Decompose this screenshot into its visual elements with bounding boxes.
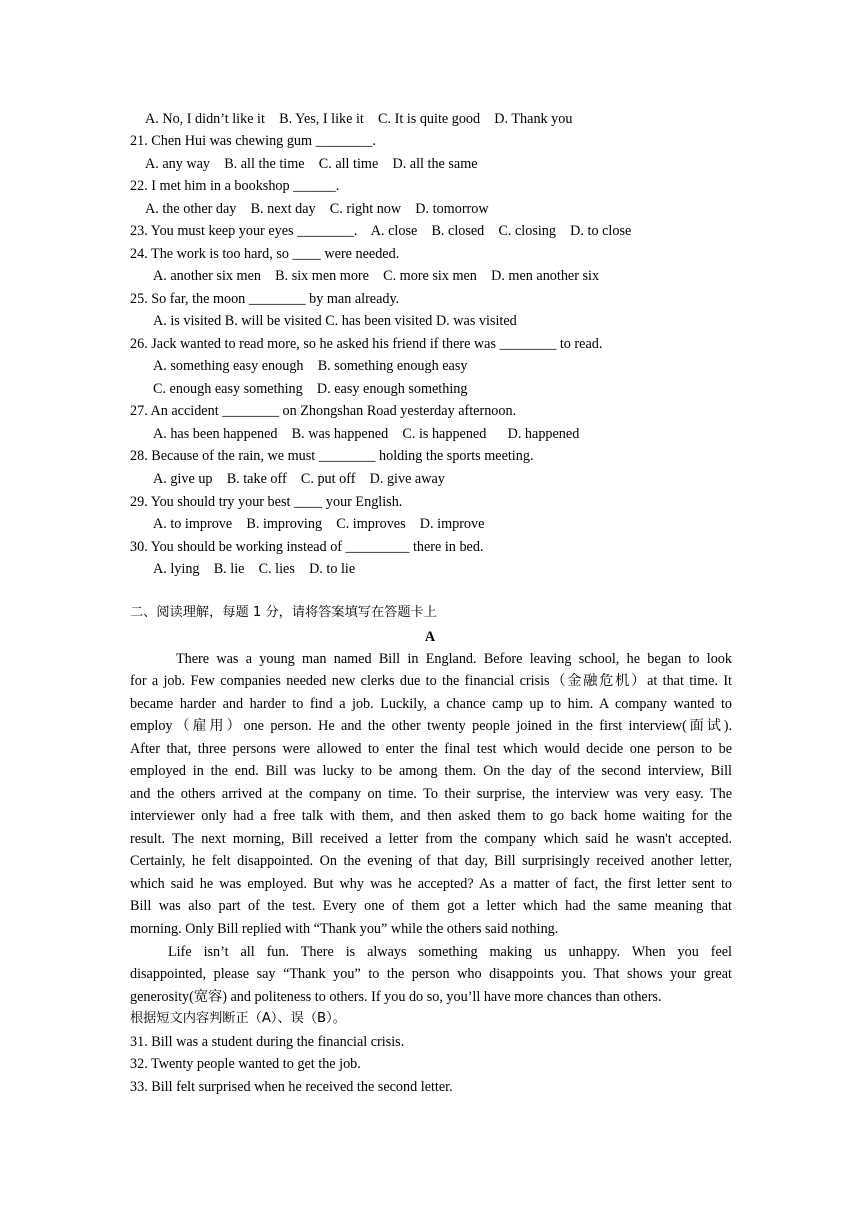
q24-options: A. another six men B. six men more C. more six men D. men another six	[153, 268, 600, 284]
passage-line: There was a young man named Bill in England. Before leaving school, he began to look	[176, 651, 732, 667]
q28-stem: 28. Because of the rain, we must ________ holding the sports meeting.	[130, 448, 534, 464]
passage-line: Certainly, he felt disappointed. On the evening of that day, Bill surprisingly received another letter,	[130, 853, 732, 869]
q26-options-row2: C. enough easy something D. easy enough something	[153, 381, 468, 397]
statement-33: 33. Bill felt surprised when he received the second letter.	[130, 1079, 453, 1095]
q29-options: A. to improve B. improving C. improves D. improve	[153, 516, 485, 532]
passage-line: generosity(宽容) and politeness to others. If you do so, you’ll have more chances than others.	[130, 989, 662, 1005]
passage-line: which said he was employed. But why was he accepted? As a matter of fact, the first letter sent to	[130, 876, 732, 892]
q28-options: A. give up B. take off C. put off D. give away	[153, 471, 445, 487]
q21-options: A. any way B. all the time C. all time D. all the same	[145, 156, 478, 172]
statement-31: 31. Bill was a student during the financial crisis.	[130, 1034, 405, 1050]
passage-line: interviewer only had a free talk with them, and then asked them to go back home waiting for the	[130, 808, 732, 824]
passage-line: After that, three persons were allowed to enter the final test which would decide one person to be	[130, 741, 732, 757]
q30-stem: 30. You should be working instead of _________ there in bed.	[130, 539, 484, 555]
true-false-instruction: 根据短文内容判断正（A）、误（B）。	[130, 1011, 346, 1026]
passage-line: morning. Only Bill replied with “Thank you” while the others said nothing.	[130, 921, 559, 937]
passage-line: result. The next morning, Bill received a letter from the company which said he wasn't accepted.	[130, 831, 732, 847]
passage-title: A	[424, 629, 436, 645]
passage-line: disappointed, please say “Thank you” to the person who disappoints you. That shows your great	[130, 966, 732, 982]
section-heading: 二、阅读理解，每题 1 分，请将答案填写在答题卡上	[130, 605, 437, 620]
q25-stem: 25. So far, the moon ________ by man already.	[130, 291, 400, 307]
passage-line: for a job. Few companies needed new clerks due to the financial crisis（金融危机）at that time. It	[130, 673, 732, 689]
statement-32: 32. Twenty people wanted to get the job.	[130, 1056, 361, 1072]
passage-line: employ（雇用）one person. He and the other twenty people joined in the first interview(面试).	[130, 718, 732, 734]
q27-options: A. has been happened B. was happened C. is happened D. happened	[153, 426, 580, 442]
q27-stem: 27. An accident ________ on Zhongshan Road yesterday afternoon.	[130, 403, 517, 419]
q25-options: A. is visited B. will be visited C. has been visited D. was visited	[153, 313, 517, 329]
passage-line: and the others arrived at the company on time. To their surprise, the interview was very easy. The	[130, 786, 732, 802]
q20-options: A. No, I didn’t like it B. Yes, I like it C. It is quite good D. Thank you	[145, 111, 573, 127]
q23-stem: 23. You must keep your eyes ________. A. close B. closed C. closing D. to close	[130, 223, 632, 239]
passage-line: Life isn’t all fun. There is always something making us unhappy. When you feel	[168, 944, 732, 960]
q24-stem: 24. The work is too hard, so ____ were needed.	[130, 246, 400, 262]
passage-line: employed in the end. Bill was lucky to be among them. On the day of the second interview, Bill	[130, 763, 732, 779]
q22-stem: 22. I met him in a bookshop ______.	[130, 178, 340, 194]
passage-line: Bill was also part of the test. Every one of them got a letter which had the same meaning that	[130, 898, 732, 914]
q30-options: A. lying B. lie C. lies D. to lie	[153, 561, 356, 577]
q22-options: A. the other day B. next day C. right now D. tomorrow	[145, 201, 489, 217]
q26-options-row1: A. something easy enough B. something enough easy	[153, 358, 468, 374]
q26-stem: 26. Jack wanted to read more, so he asked his friend if there was ________ to read.	[130, 336, 603, 352]
passage-line: became harder and harder to find a job. Luckily, a chance camp up to him. A company wanted to	[130, 696, 732, 712]
q21-stem: 21. Chen Hui was chewing gum ________.	[130, 133, 376, 149]
q29-stem: 29. You should try your best ____ your English.	[130, 494, 403, 510]
